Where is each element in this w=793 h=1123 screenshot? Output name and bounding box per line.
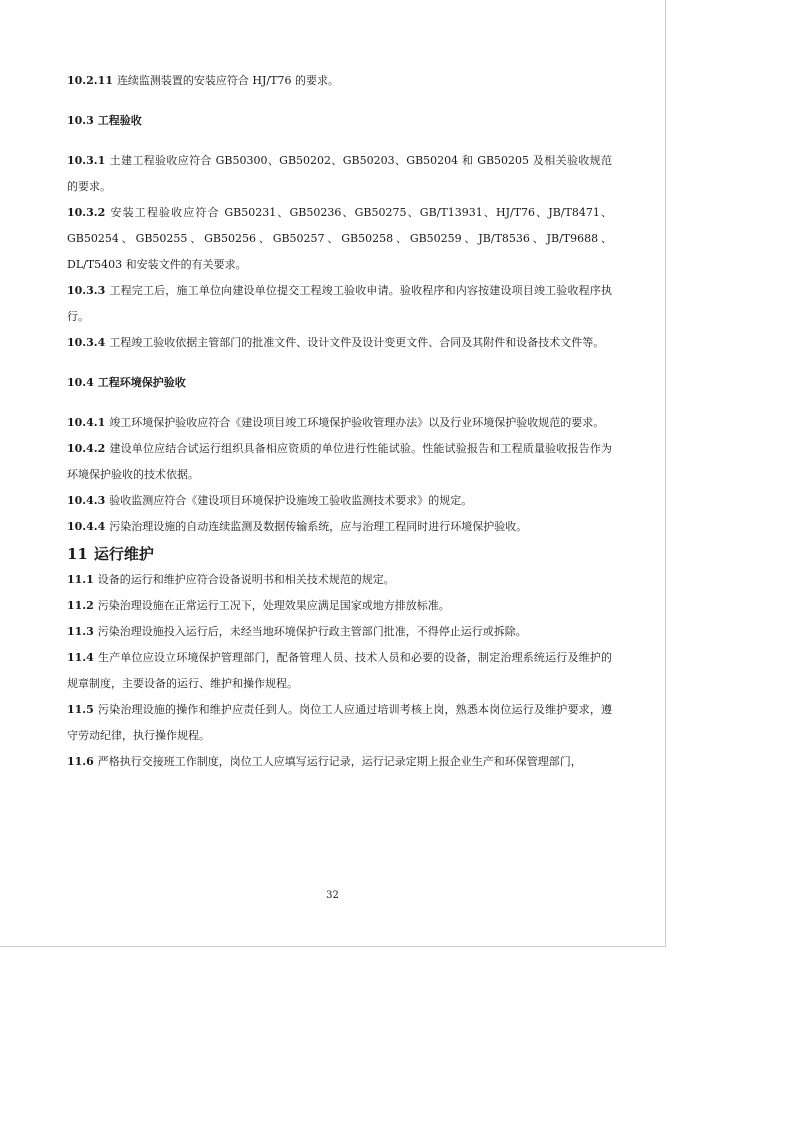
clause-10-3-4	[67, 330, 612, 356]
clause-number: 11.1	[67, 573, 94, 586]
clause-10-3-3	[67, 278, 612, 330]
clause-10-2-11	[67, 68, 612, 94]
heading-title: 工程环境保护验收	[97, 376, 186, 389]
clause-11-3	[67, 619, 612, 645]
clause-number: 10.4.1	[67, 416, 106, 429]
chapter-number: 11	[67, 545, 88, 563]
clause-number: 10.3.1	[67, 154, 106, 167]
clause-number: 10.4.3	[67, 494, 106, 507]
heading-title: 工程验收	[97, 114, 142, 127]
clause-number: 10.4.4	[67, 520, 106, 533]
clause-text: 污染治理设施的自动连续监测及数据传输系统，应与治理工程同时进行环境保护验收。	[109, 520, 528, 533]
clause-text: 严格执行交接班工作制度，岗位工人应填写运行记录，运行记录定期上报企业生产和环保管理部门，	[97, 755, 582, 768]
page-body	[67, 68, 612, 775]
clause-11-4	[67, 645, 612, 697]
clause-text: 土建工程验收应符合 GB50300、GB50202、GB50203、GB50204 和 GB50205 及相关验收规范的要求。	[67, 154, 612, 193]
clause-number: 11.4	[67, 651, 94, 664]
clause-number: 11.3	[67, 625, 94, 638]
clause-text: 设备的运行和维护应符合设备说明书和相关技术规范的规定。	[97, 573, 395, 586]
clause-text: 安装工程验收应符合 GB50231、GB50236、GB50275、GB/T13931、HJ/T76、JB/T8471、GB50254、GB50255、GB50256、GB50257、GB50258、GB50259、JB/T8536、JB/T9688、DL/T5403 和安装文件的有关要求。	[67, 206, 612, 271]
clause-text: 污染治理设施投入运行后，未经当地环境保护行政主管部门批准，不得停止运行或拆除。	[97, 625, 527, 638]
clause-10-3-1	[67, 148, 612, 200]
clause-11-5	[67, 697, 612, 749]
clause-10-3-2	[67, 200, 612, 278]
clause-number: 10.4.2	[67, 442, 106, 455]
clause-text: 工程竣工验收依据主管部门的批准文件、设计文件及设计变更文件、合同及其附件和设备技术文件等。	[109, 336, 605, 349]
clause-11-1	[67, 567, 612, 593]
clause-number: 10.3.2	[67, 206, 106, 219]
clause-text: 生产单位应设立环境保护管理部门，配备管理人员、技术人员和必要的设备，制定治理系统运行及维护的规章制度，主要设备的运行、维护和操作规程。	[67, 651, 612, 690]
heading-number: 10.4	[67, 376, 94, 389]
clause-text: 验收监测应符合《建设项目环境保护设施竣工验收监测技术要求》的规定。	[109, 494, 473, 507]
heading-10-3	[67, 108, 612, 134]
clause-number: 11.5	[67, 703, 94, 716]
clause-10-4-2	[67, 436, 612, 488]
heading-number: 10.3	[67, 114, 94, 127]
clause-10-4-3	[67, 488, 612, 514]
clause-text: 工程完工后，施工单位向建设单位提交工程竣工验收申请。验收程序和内容按建设项目竣工验收程序执行。	[67, 284, 612, 323]
clause-text: 竣工环境保护验收应符合《建设项目竣工环境保护验收管理办法》以及行业环境保护验收规范的要求。	[109, 416, 605, 429]
chapter-heading-11	[67, 541, 612, 567]
page-number: 32	[326, 890, 339, 901]
clause-number: 11.2	[67, 599, 94, 612]
clause-number: 10.2.11	[67, 74, 113, 87]
clause-11-6	[67, 749, 612, 775]
clause-number: 11.6	[67, 755, 94, 768]
clause-text: 污染治理设施的操作和维护应责任到人。岗位工人应通过培训考核上岗，熟悉本岗位运行及维护要求，遵守劳动纪律，执行操作规程。	[67, 703, 612, 742]
clause-11-2	[67, 593, 612, 619]
heading-10-4	[67, 370, 612, 396]
clause-number: 10.3.3	[67, 284, 106, 297]
clause-10-4-1	[67, 410, 612, 436]
chapter-title: 运行维护	[93, 545, 154, 563]
clause-text: 连续监测装置的安装应符合 HJ/T76 的要求。	[116, 74, 339, 87]
clause-text: 建设单位应结合试运行组织具备相应资质的单位进行性能试验。性能试验报告和工程质量验收报告作为环境保护验收的技术依据。	[67, 442, 612, 481]
clause-number: 10.3.4	[67, 336, 106, 349]
clause-10-4-4	[67, 514, 612, 540]
clause-text: 污染治理设施在正常运行工况下，处理效果应满足国家或地方排放标准。	[97, 599, 450, 612]
